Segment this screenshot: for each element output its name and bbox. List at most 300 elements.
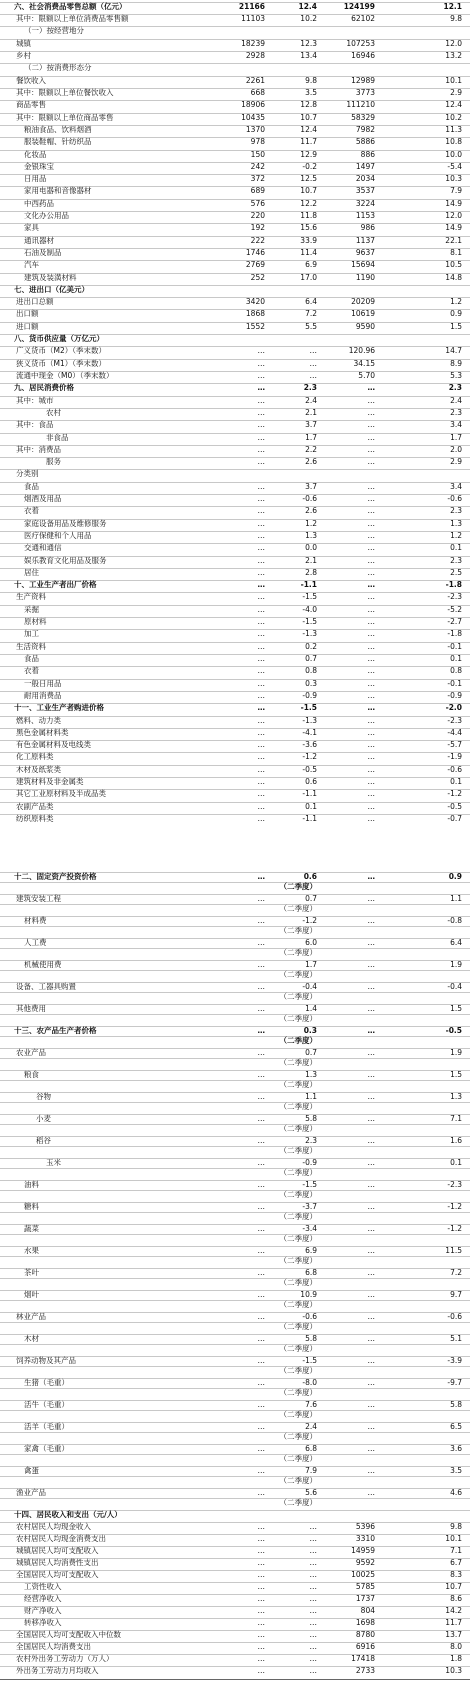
change-current-period: -0.9 xyxy=(302,691,317,700)
table-row xyxy=(0,1058,470,1067)
table-row xyxy=(0,1146,470,1155)
row-label: 其中：限额以上单位餐饮收入 xyxy=(16,88,114,97)
value-cumulative: 120.96 xyxy=(348,346,375,355)
value-cumulative: … xyxy=(367,1378,375,1387)
change-cumulative: 9.8 xyxy=(450,14,462,23)
change-current-period: 5.5 xyxy=(305,322,317,331)
value-cumulative: … xyxy=(367,1268,375,1277)
change-cumulative: 14.8 xyxy=(445,273,462,282)
value-current-period: 2769 xyxy=(245,260,265,269)
change-current-period: -1.5 xyxy=(302,592,317,601)
value-current-period: … xyxy=(257,1246,265,1255)
value-cumulative: … xyxy=(367,740,375,749)
value-current-period: … xyxy=(257,482,265,491)
table-row xyxy=(0,1558,470,1567)
value-current-period: 252 xyxy=(250,273,265,282)
change-current-period: （二季度） xyxy=(279,1168,317,1177)
value-cumulative: … xyxy=(367,654,375,663)
value-cumulative: … xyxy=(367,592,375,601)
change-current-period: … xyxy=(309,371,317,380)
change-current-period: -0.5 xyxy=(302,765,317,774)
change-cumulative: 10.3 xyxy=(445,174,462,183)
row-label: 饲养动物及其产品 xyxy=(16,1356,76,1365)
table-row xyxy=(0,1618,470,1627)
change-cumulative: 2.9 xyxy=(450,88,462,97)
change-current-period: （二季度） xyxy=(279,926,317,935)
row-label: 机械使用费 xyxy=(24,960,62,969)
value-current-period: … xyxy=(257,1026,265,1035)
change-cumulative: 6.5 xyxy=(450,1422,462,1431)
change-cumulative: 2.9 xyxy=(450,457,462,466)
change-current-period: … xyxy=(309,1618,317,1627)
value-cumulative: … xyxy=(367,383,375,392)
change-current-period: 3.5 xyxy=(305,88,317,97)
change-cumulative: 1.3 xyxy=(450,1092,462,1101)
change-current-period: （二季度） xyxy=(279,1498,317,1507)
table-row xyxy=(0,223,470,232)
table-row xyxy=(0,802,470,811)
value-current-period: … xyxy=(257,872,265,881)
value-current-period: … xyxy=(257,568,265,577)
value-current-period: … xyxy=(257,629,265,638)
change-current-period: … xyxy=(309,1582,317,1591)
value-cumulative: … xyxy=(367,1136,375,1145)
change-cumulative: -0.6 xyxy=(447,765,462,774)
row-label: 十二、固定资产投资价格 xyxy=(14,872,97,881)
table-row xyxy=(0,592,470,601)
change-current-period: 2.3 xyxy=(303,383,317,392)
table-row xyxy=(0,1026,470,1035)
change-current-period: （二季度） xyxy=(279,1454,317,1463)
change-cumulative: -0.6 xyxy=(447,494,462,503)
change-current-period: 0.1 xyxy=(305,802,317,811)
change-current-period: -3.6 xyxy=(302,740,317,749)
table-row xyxy=(0,642,470,651)
change-current-period: -1.5 xyxy=(302,617,317,626)
value-current-period: … xyxy=(257,420,265,429)
value-cumulative: … xyxy=(367,1004,375,1013)
table-row xyxy=(0,457,470,466)
table-row xyxy=(0,445,470,454)
value-current-period: 2928 xyxy=(245,51,265,60)
row-label: 进口额 xyxy=(16,322,39,331)
change-cumulative: 9.7 xyxy=(450,1290,462,1299)
row-label: 其中：城市 xyxy=(16,396,54,405)
value-cumulative: … xyxy=(367,752,375,761)
change-current-period: 6.4 xyxy=(305,297,317,306)
value-current-period: … xyxy=(257,938,265,947)
row-label: 服务 xyxy=(46,457,61,466)
change-current-period: 0.3 xyxy=(303,1026,317,1035)
row-label: 食品 xyxy=(24,654,39,663)
change-cumulative: 14.7 xyxy=(445,346,462,355)
change-current-period: 7.6 xyxy=(305,1400,317,1409)
change-current-period: （二季度） xyxy=(279,1080,317,1089)
table-row xyxy=(0,494,470,503)
row-label: 烟叶 xyxy=(24,1290,39,1299)
change-current-period: -0.6 xyxy=(302,1312,317,1321)
change-current-period: （二季度） xyxy=(279,1344,317,1353)
change-current-period: 33.9 xyxy=(300,236,317,245)
change-current-period: 2.6 xyxy=(305,506,317,515)
table-row xyxy=(0,765,470,774)
value-cumulative: … xyxy=(367,1092,375,1101)
row-label: 财产净收入 xyxy=(24,1606,62,1615)
change-cumulative: 14.2 xyxy=(445,1606,462,1615)
change-cumulative: 1.9 xyxy=(450,960,462,969)
table-row xyxy=(0,420,470,429)
table-row xyxy=(0,1334,470,1343)
change-current-period: 2.2 xyxy=(305,445,317,454)
row-label: 家用电器和音像器材 xyxy=(24,186,92,195)
table-row xyxy=(0,2,470,11)
row-label: 非食品 xyxy=(46,433,69,442)
row-label: 金银珠宝 xyxy=(24,162,54,171)
row-label: 生活资料 xyxy=(16,642,46,651)
table-row xyxy=(0,1666,470,1675)
row-label: 有色金属材料及电线类 xyxy=(16,740,91,749)
change-current-period: （二季度） xyxy=(279,970,317,979)
table-row xyxy=(0,1124,470,1133)
row-label: 文化办公用品 xyxy=(24,211,69,220)
change-current-period: … xyxy=(309,1654,317,1663)
change-cumulative: 2.3 xyxy=(450,556,462,565)
change-current-period: （二季度） xyxy=(279,1410,317,1419)
value-cumulative: … xyxy=(367,568,375,577)
value-cumulative: … xyxy=(367,982,375,991)
value-cumulative: 1137 xyxy=(355,236,375,245)
table-row xyxy=(0,39,470,48)
value-current-period: … xyxy=(257,1558,265,1567)
change-current-period: 1.1 xyxy=(305,1092,317,1101)
value-cumulative: … xyxy=(367,642,375,651)
value-current-period: … xyxy=(257,1070,265,1079)
value-cumulative: … xyxy=(367,1400,375,1409)
value-current-period: … xyxy=(257,814,265,823)
change-cumulative: 10.1 xyxy=(445,1534,462,1543)
value-current-period: … xyxy=(257,802,265,811)
value-cumulative: 62102 xyxy=(351,14,375,23)
value-current-period: … xyxy=(257,1092,265,1101)
value-current-period: … xyxy=(257,916,265,925)
row-label: 原材料 xyxy=(24,617,47,626)
table-row xyxy=(0,26,470,35)
change-current-period: 10.7 xyxy=(300,113,317,122)
change-current-period: 12.2 xyxy=(300,199,317,208)
row-label: 林业产品 xyxy=(16,1312,46,1321)
value-cumulative: … xyxy=(367,506,375,515)
row-label: 城镇居民人均消费性支出 xyxy=(16,1558,99,1567)
change-current-period: 5.6 xyxy=(305,1488,317,1497)
value-current-period: … xyxy=(257,752,265,761)
value-current-period: 1868 xyxy=(245,309,265,318)
value-cumulative: … xyxy=(367,445,375,454)
value-current-period: … xyxy=(257,982,265,991)
value-current-period: 242 xyxy=(250,162,265,171)
value-cumulative: 6916 xyxy=(355,1642,375,1651)
change-current-period: … xyxy=(309,1558,317,1567)
value-cumulative: 9637 xyxy=(355,248,375,257)
value-cumulative: 5.70 xyxy=(358,371,375,380)
row-label: 黑色金属材料类 xyxy=(16,728,69,737)
change-current-period: 2.8 xyxy=(305,568,317,577)
change-current-period: -8.0 xyxy=(302,1378,317,1387)
value-current-period: … xyxy=(257,445,265,454)
table-row xyxy=(0,1498,470,1507)
change-current-period: 6.0 xyxy=(305,938,317,947)
change-current-period: （二季度） xyxy=(279,882,317,891)
value-current-period: … xyxy=(257,1582,265,1591)
change-current-period: -1.1 xyxy=(300,580,317,589)
row-label: 活羊（毛重） xyxy=(24,1422,69,1431)
change-current-period: -1.2 xyxy=(302,916,317,925)
table-row xyxy=(0,1366,470,1375)
change-current-period: 0.2 xyxy=(305,642,317,651)
table-row xyxy=(0,1444,470,1453)
value-current-period: 1370 xyxy=(245,125,265,134)
value-current-period: … xyxy=(257,789,265,798)
value-cumulative: … xyxy=(367,396,375,405)
value-cumulative: … xyxy=(367,1488,375,1497)
change-cumulative: 1.5 xyxy=(450,1004,462,1013)
value-cumulative: … xyxy=(367,666,375,675)
change-current-period: （二季度） xyxy=(279,1014,317,1023)
table-row xyxy=(0,617,470,626)
change-current-period: … xyxy=(309,1570,317,1579)
table-row xyxy=(0,904,470,913)
change-current-period: -1.5 xyxy=(302,1180,317,1189)
row-label: 城镇 xyxy=(16,39,31,48)
change-current-period: （二季度） xyxy=(279,1212,317,1221)
row-label: 服装鞋帽、针纺织品 xyxy=(24,137,92,146)
change-cumulative: 8.6 xyxy=(450,1594,462,1603)
change-cumulative: 10.0 xyxy=(445,150,462,159)
table-row xyxy=(0,531,470,540)
value-cumulative: … xyxy=(367,1026,375,1035)
row-label: 农业产品 xyxy=(16,1048,46,1057)
value-cumulative: 58329 xyxy=(351,113,375,122)
table-row xyxy=(0,1432,470,1441)
row-label: 商品零售 xyxy=(16,100,46,109)
row-label: 家庭设备用品及维修服务 xyxy=(24,519,107,528)
table-row xyxy=(0,777,470,786)
value-cumulative: 20209 xyxy=(351,297,375,306)
change-current-period: 5.8 xyxy=(305,1114,317,1123)
value-current-period: 220 xyxy=(250,211,265,220)
table-row xyxy=(0,334,470,343)
change-cumulative: 2.5 xyxy=(450,568,462,577)
change-cumulative: 12.0 xyxy=(445,39,462,48)
change-cumulative: 8.0 xyxy=(450,1642,462,1651)
value-current-period: … xyxy=(257,1004,265,1013)
value-current-period: 21166 xyxy=(238,2,265,11)
value-cumulative: 7982 xyxy=(355,125,375,134)
row-label: 其中：限额以上单位商品零售 xyxy=(16,113,114,122)
value-current-period: … xyxy=(257,494,265,503)
change-current-period: 1.7 xyxy=(305,433,317,442)
change-current-period: 0.0 xyxy=(305,543,317,552)
table-row xyxy=(0,580,470,589)
value-current-period: … xyxy=(257,433,265,442)
change-current-period: （二季度） xyxy=(279,992,317,1001)
change-current-period: 0.7 xyxy=(305,1048,317,1057)
change-current-period: （二季度） xyxy=(279,1190,317,1199)
row-label: 十、工业生产者出厂价格 xyxy=(14,580,97,589)
value-cumulative: … xyxy=(367,1048,375,1057)
value-current-period: … xyxy=(257,1570,265,1579)
value-current-period: 689 xyxy=(250,186,265,195)
change-current-period: （二季度） xyxy=(279,1036,317,1045)
row-label: 其中：食品 xyxy=(16,420,54,429)
value-current-period: … xyxy=(257,1202,265,1211)
change-current-period: -1.5 xyxy=(300,703,317,712)
table-row xyxy=(0,982,470,991)
table-row xyxy=(0,371,470,380)
value-cumulative: 9590 xyxy=(355,322,375,331)
change-current-period: 12.5 xyxy=(300,174,317,183)
table-row xyxy=(0,162,470,171)
table-row xyxy=(0,1102,470,1111)
table-row xyxy=(0,894,470,903)
change-cumulative: 5.1 xyxy=(450,1334,462,1343)
change-current-period: -1.2 xyxy=(302,752,317,761)
value-current-period: 192 xyxy=(250,223,265,232)
value-cumulative: 10025 xyxy=(351,1570,375,1579)
change-current-period: 6.8 xyxy=(305,1444,317,1453)
value-cumulative: … xyxy=(367,617,375,626)
value-cumulative: 9592 xyxy=(355,1558,375,1567)
change-current-period: 2.1 xyxy=(305,556,317,565)
table-row xyxy=(0,1510,470,1519)
change-current-period: … xyxy=(309,1666,317,1675)
value-cumulative: … xyxy=(367,1158,375,1167)
change-current-period: 0.6 xyxy=(305,777,317,786)
table-row xyxy=(0,309,470,318)
row-label: 衣着 xyxy=(24,666,39,675)
row-label: 狭义货币（M1）（季末数） xyxy=(16,359,106,368)
value-current-period: … xyxy=(257,1290,265,1299)
table-row xyxy=(0,322,470,331)
change-cumulative: 6.7 xyxy=(450,1558,462,1567)
change-cumulative: 3.4 xyxy=(450,420,462,429)
value-current-period: … xyxy=(257,728,265,737)
change-current-period: 10.7 xyxy=(300,186,317,195)
table-row xyxy=(0,359,470,368)
value-cumulative: 3773 xyxy=(355,88,375,97)
change-current-period: 15.6 xyxy=(300,223,317,232)
value-cumulative: … xyxy=(367,1422,375,1431)
change-cumulative: 7.2 xyxy=(450,1268,462,1277)
value-current-period: 668 xyxy=(250,88,265,97)
change-current-period: 2.3 xyxy=(305,1136,317,1145)
table-row xyxy=(0,211,470,220)
table-row xyxy=(0,814,470,823)
change-current-period: … xyxy=(309,346,317,355)
change-current-period: （二季度） xyxy=(279,1322,317,1331)
change-current-period: -3.7 xyxy=(302,1202,317,1211)
change-current-period: 17.0 xyxy=(300,273,317,282)
change-cumulative: 12.0 xyxy=(445,211,462,220)
table-row xyxy=(0,605,470,614)
value-current-period: … xyxy=(257,556,265,565)
table-row xyxy=(0,1300,470,1309)
table-row xyxy=(0,396,470,405)
change-cumulative: 1.7 xyxy=(450,433,462,442)
value-current-period: … xyxy=(257,777,265,786)
value-cumulative: … xyxy=(367,605,375,614)
row-label: 十四、居民收入和支出（元/人） xyxy=(14,1510,122,1519)
change-cumulative: 0.8 xyxy=(450,666,462,675)
value-cumulative: … xyxy=(367,1290,375,1299)
value-cumulative: 34.15 xyxy=(353,359,375,368)
row-label: 全国居民人均可支配收入 xyxy=(16,1570,99,1579)
value-cumulative: 16946 xyxy=(351,51,375,60)
change-current-period: 0.3 xyxy=(305,679,317,688)
table-row xyxy=(0,1190,470,1199)
table-row xyxy=(0,1546,470,1555)
value-cumulative: 5886 xyxy=(355,137,375,146)
table-row xyxy=(0,1466,470,1475)
table-row xyxy=(0,1278,470,1287)
value-cumulative: … xyxy=(367,691,375,700)
table-row xyxy=(0,1570,470,1579)
value-cumulative: … xyxy=(367,556,375,565)
value-current-period: … xyxy=(257,1356,265,1365)
change-current-period: 10.2 xyxy=(300,14,317,23)
change-current-period: 0.6 xyxy=(303,872,317,881)
table-row xyxy=(0,1422,470,1431)
table-row xyxy=(0,433,470,442)
row-label: 广义货币（M2）（季末数） xyxy=(16,346,106,355)
value-cumulative: 5396 xyxy=(355,1522,375,1531)
value-cumulative: 3537 xyxy=(355,186,375,195)
value-current-period: … xyxy=(257,457,265,466)
change-cumulative: 3.6 xyxy=(450,1444,462,1453)
row-label: 材料费 xyxy=(24,916,47,925)
value-current-period: … xyxy=(257,679,265,688)
change-cumulative: 13.7 xyxy=(445,1630,462,1639)
row-label: 其中：消费品 xyxy=(16,445,61,454)
table-row xyxy=(0,63,470,72)
change-current-period: （二季度） xyxy=(279,1256,317,1265)
change-current-period: … xyxy=(309,1594,317,1603)
table-row xyxy=(0,1606,470,1615)
value-cumulative: … xyxy=(367,433,375,442)
change-current-period: 12.4 xyxy=(298,2,317,11)
value-cumulative: 8780 xyxy=(355,1630,375,1639)
change-cumulative: 4.6 xyxy=(450,1488,462,1497)
row-label: （二）按消费形态分 xyxy=(24,63,92,72)
table-row xyxy=(0,1014,470,1023)
value-cumulative: 2733 xyxy=(355,1666,375,1675)
change-current-period: … xyxy=(309,1630,317,1639)
value-cumulative: … xyxy=(367,938,375,947)
change-current-period: 11.8 xyxy=(300,211,317,220)
change-cumulative: 0.1 xyxy=(450,1158,462,1167)
change-cumulative: -5.4 xyxy=(447,162,462,171)
table-row xyxy=(0,150,470,159)
table-row xyxy=(0,882,470,891)
table-row xyxy=(0,1246,470,1255)
table-row xyxy=(0,1642,470,1651)
change-cumulative: -1.8 xyxy=(447,629,462,638)
table-row xyxy=(0,1488,470,1497)
table-row xyxy=(0,1654,470,1663)
row-label: 交通和通信 xyxy=(24,543,62,552)
row-label: 耐用消费品 xyxy=(24,691,62,700)
value-cumulative: 1153 xyxy=(355,211,375,220)
value-current-period: 2261 xyxy=(245,76,265,85)
